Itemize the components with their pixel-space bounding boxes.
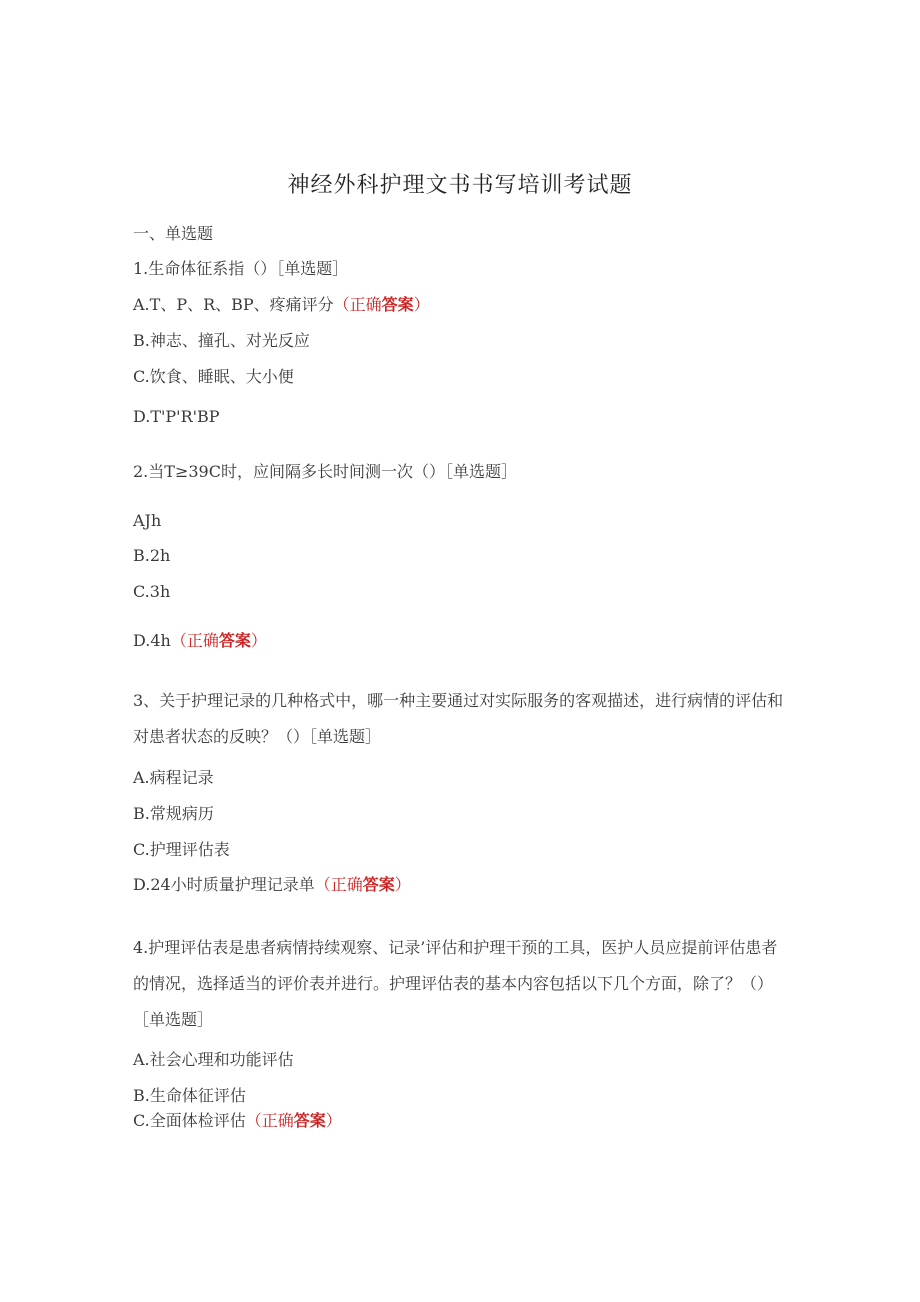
correct-answer-tag: （正确答案） (245, 1111, 342, 1130)
option-item: B.常规病历 (133, 804, 214, 823)
option-item: C.饮食、睡眠、大小便 (133, 367, 294, 386)
option-text: D.24小时质量护理记录单 (133, 875, 315, 894)
option-text: A.T、P、R、BP、疼痛评分 (133, 295, 334, 314)
question-stem: 2.当T≥39C时，应间隔多长时间测一次（）［单选题］ (133, 462, 517, 481)
correct-answer-tag: （正确答案） (314, 875, 411, 894)
option-item (133, 631, 267, 651)
option-item (133, 875, 411, 895)
correct-answer-tag: （正确答案） (170, 631, 267, 650)
option-item: D.T'P'R'BP (133, 407, 220, 426)
option-item: B.神志、撞孔、对光反应 (133, 331, 310, 350)
question-stem: 1.生命体征系指（）［单选题］ (133, 259, 349, 278)
option-text: D.4h (133, 631, 171, 650)
option-item (133, 1111, 342, 1131)
option-item: B.2h (133, 546, 171, 565)
option-item: AJh (133, 511, 162, 530)
question-stem: 3、关于护理记录的几种格式中，哪一种主要通过对实际服务的客观描述，进行病情的评估和对患者状态的反映？（）［单选题］ (133, 691, 784, 746)
option-item: C.护理评估表 (133, 840, 230, 859)
correct-answer-tag: （正确答案） (333, 295, 430, 314)
option-item: A.社会心理和功能评估 (133, 1050, 294, 1069)
question-stem: 4.护理评估表是患者病情持续观察、记录’评估和护理干预的工具，医护人员应提前评估患者的情况，选择适当的评价表并进行。护理评估表的基本内容包括以下几个方面，除了？（）［单选题］ (133, 938, 778, 1029)
page-title: 神经外科护理文书书写培训考试题 (287, 173, 633, 198)
section-heading: 一、单选题 (133, 224, 214, 243)
option-item: C.3h (133, 582, 171, 601)
option-text: C.全面体检评估 (133, 1111, 246, 1130)
option-item: A.病程记录 (133, 768, 214, 787)
option-item: B.生命体征评估 (133, 1086, 246, 1105)
option-item (133, 295, 430, 315)
